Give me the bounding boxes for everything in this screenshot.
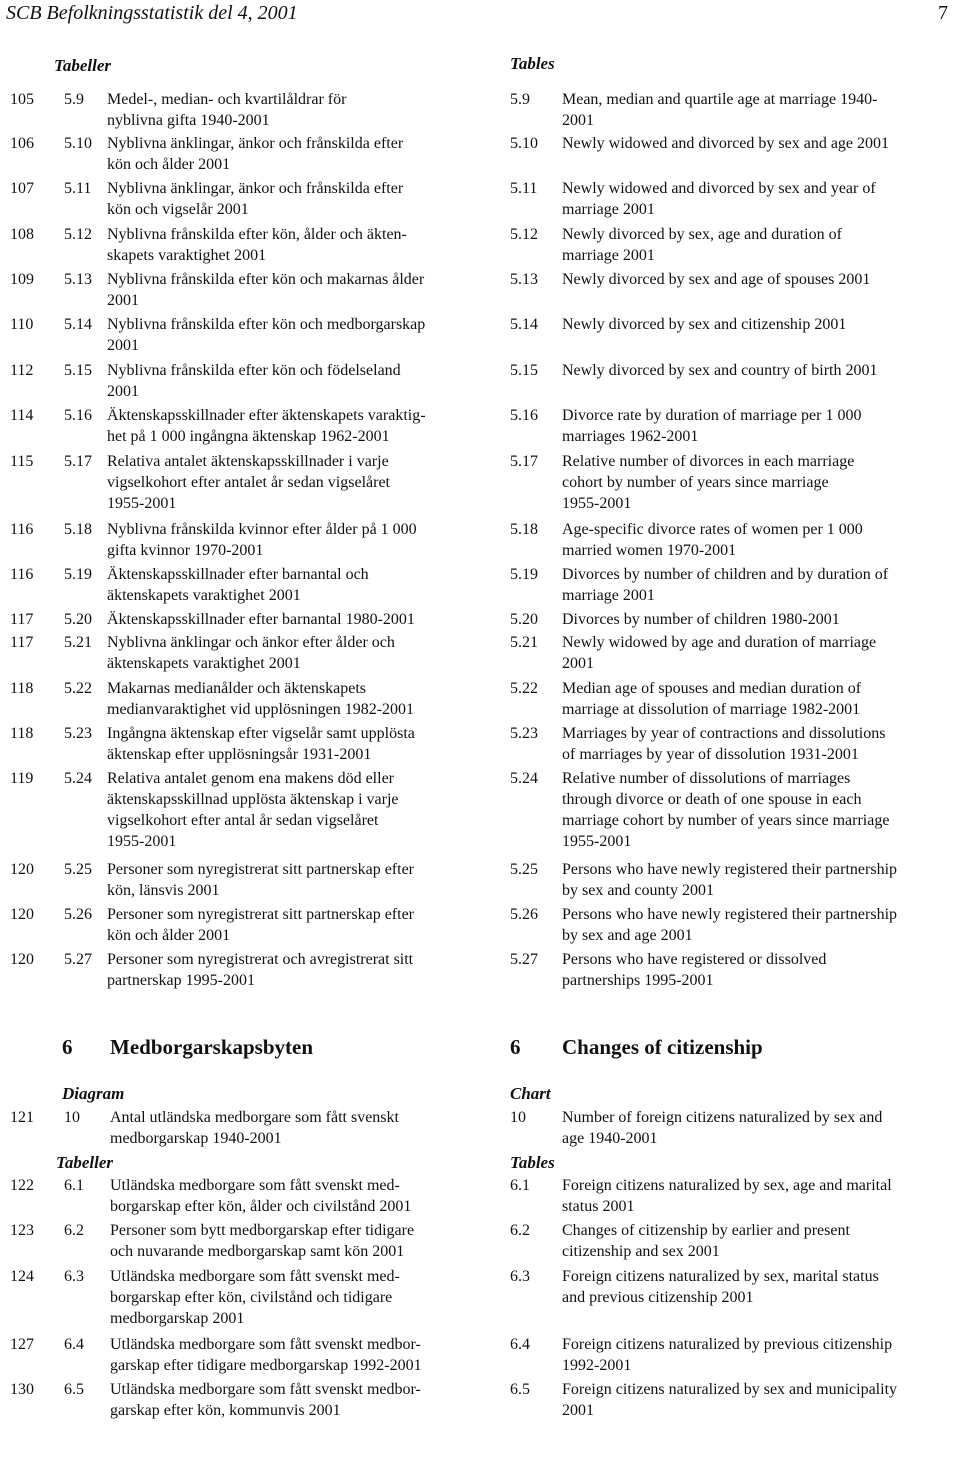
page-ref: 121 xyxy=(10,1109,34,1126)
title-en: Foreign citizens naturalized by sex and municipality 2001 xyxy=(562,1381,898,1419)
table-number: 5.26 xyxy=(64,906,92,923)
title-en: Divorce rate by duration of marriage per 1 000 marriages 1962-2001 xyxy=(562,407,862,445)
title-en: Relative number of dissolutions of marriages through divorce or death of one spouse in each marriage cohort by number of years since marriage 1955-2001 xyxy=(562,770,890,850)
title-sv: Äktenskapsskillnader efter barnantal 1980-2001 xyxy=(107,611,415,628)
page-ref: 110 xyxy=(10,316,34,333)
page-ref: 127 xyxy=(10,1336,34,1353)
title-en: Marriages by year of contractions and dissolutions of marriages by year of dissolution 1931-2001 xyxy=(562,725,886,763)
table-number: 6.1 xyxy=(510,1177,530,1194)
table-number: 5.11 xyxy=(64,180,92,197)
table-number: 5.21 xyxy=(64,634,92,651)
page-ref: 120 xyxy=(10,951,34,968)
title-en: Divorces by number of children and by duration of marriage 2001 xyxy=(562,566,889,604)
table-number: 5.13 xyxy=(64,271,92,288)
title-sv: Makarnas medianålder och äktenskapets medianvaraktighet vid upplösningen 1982-2001 xyxy=(107,680,415,718)
page-ref: 109 xyxy=(10,271,34,288)
table-number: 5.13 xyxy=(510,271,538,288)
table-number: 6.4 xyxy=(64,1336,84,1353)
table-number: 5.10 xyxy=(64,135,92,152)
table-number: 5.17 xyxy=(510,453,538,470)
page-ref: 115 xyxy=(10,453,34,470)
title-en: Mean, median and quartile age at marriage 1940- 2001 xyxy=(562,91,878,129)
list-item-sv xyxy=(10,1379,490,1479)
table-number: 5.18 xyxy=(64,521,92,538)
subheading-chart: Chart xyxy=(510,1084,551,1103)
title-en: Age-specific divorce rates of women per 1 000 married women 1970-2001 xyxy=(562,521,863,559)
subheading-diagram: Diagram xyxy=(62,1084,125,1103)
title-sv: Antal utländska medborgare som fått svenskt medborgarskap 1940-2001 xyxy=(110,1109,399,1147)
subheading-tabeller: Tabeller xyxy=(54,56,111,75)
title-sv: Personer som nyregistrerat sitt partnerskap efter kön och ålder 2001 xyxy=(107,906,415,944)
title-sv: Nyblivna frånskilda efter kön, ålder och äkten- skapets varaktighet 2001 xyxy=(107,226,407,264)
running-header-title: SCB Befolkningsstatistik del 4, 2001 xyxy=(6,2,298,24)
table-number: 5.22 xyxy=(64,680,92,697)
page-ref: 118 xyxy=(10,680,34,697)
title-sv: Utländska medborgare som fått svenskt medbor- garskap efter tidigare medborgarskap 1992-2001 xyxy=(110,1336,422,1374)
table-number: 5.14 xyxy=(64,316,92,333)
list-item-sv xyxy=(10,949,490,1049)
title-sv: Ingångna äktenskap efter vigselår samt upplösta äktenskap efter upplösningsår 1931-2001 xyxy=(107,725,415,763)
title-en: Newly widowed by age and duration of marriage 2001 xyxy=(562,634,877,672)
page-ref: 124 xyxy=(10,1268,34,1285)
table-number: 5.15 xyxy=(64,362,92,379)
title-en: Newly divorced by sex and country of birth 2001 xyxy=(562,362,878,379)
page-ref: 112 xyxy=(10,362,34,379)
table-number: 5.23 xyxy=(510,725,538,742)
title-en: Newly divorced by sex, age and duration of marriage 2001 xyxy=(562,226,842,264)
title-en: Changes of citizenship by earlier and present citizenship and sex 2001 xyxy=(562,1222,850,1260)
page-ref: 114 xyxy=(10,407,34,424)
title-sv: Personer som nyregistrerat sitt partnerskap efter kön, länsvis 2001 xyxy=(107,861,415,899)
title-sv: Utländska medborgare som fått svenskt med- borgarskap efter kön, ålder och civilstånd 2001 xyxy=(110,1177,412,1215)
page-ref: 116 xyxy=(10,566,34,583)
table-number: 10 xyxy=(510,1109,526,1126)
page-ref: 119 xyxy=(10,770,34,787)
table-number: 5.19 xyxy=(64,566,92,583)
title-en: Newly divorced by sex and citizenship 2001 xyxy=(562,316,847,333)
title-sv: Utländska medborgare som fått svenskt medbor- garskap efter kön, kommunvis 2001 xyxy=(110,1381,421,1419)
table-number: 5.27 xyxy=(64,951,92,968)
table-number: 5.12 xyxy=(510,226,538,243)
table-number: 6.5 xyxy=(510,1381,530,1398)
table-number: 6.4 xyxy=(510,1336,530,1353)
page-ref: 123 xyxy=(10,1222,34,1239)
table-number: 5.15 xyxy=(510,362,538,379)
page-ref: 120 xyxy=(10,906,34,923)
title-sv: Äktenskapsskillnader efter barnantal och äktenskapets varaktighet 2001 xyxy=(107,566,369,604)
table-number: 5.9 xyxy=(510,91,530,108)
title-sv: Medel-, median- och kvartilåldrar för nyblivna gifta 1940-2001 xyxy=(107,91,347,129)
list-item-sv xyxy=(10,768,490,868)
page-ref: 117 xyxy=(10,611,34,628)
page-ref: 108 xyxy=(10,226,34,243)
table-number: 5.23 xyxy=(64,725,92,742)
table-number: 5.14 xyxy=(510,316,538,333)
title-sv: Äktenskapsskillnader efter äktenskapets varaktig- het på 1 000 ingångna äktenskap 1962-2001 xyxy=(107,407,426,445)
table-number: 5.20 xyxy=(64,611,92,628)
table-number: 5.19 xyxy=(510,566,538,583)
title-sv: Nyblivna änklingar, änkor och frånskilda efter kön och vigselår 2001 xyxy=(107,180,404,218)
page-ref: 118 xyxy=(10,725,34,742)
table-number: 5.27 xyxy=(510,951,538,968)
title-en: Persons who have registered or dissolved partnerships 1995-2001 xyxy=(562,951,827,989)
table-number: 6.3 xyxy=(64,1268,84,1285)
table-number: 5.18 xyxy=(510,521,538,538)
title-sv: Relativa antalet genom ena makens död eller äktenskapsskillnad upplösta äktenskap i varje vigselkohort efter antal år sedan vigselåret 1955-2001 xyxy=(107,770,399,850)
title-en: Foreign citizens naturalized by sex, age and marital status 2001 xyxy=(562,1177,892,1215)
table-number: 5.25 xyxy=(510,861,538,878)
title-en: Relative number of divorces in each marriage cohort by number of years since marriage 1955-2001 xyxy=(562,453,855,512)
chapter-title-en: Changes of citizenship xyxy=(562,1035,763,1059)
table-number: 5.20 xyxy=(510,611,538,628)
page-ref: 105 xyxy=(10,91,34,108)
table-number: 5.21 xyxy=(510,634,538,651)
chapter-number-en: 6 xyxy=(510,1035,521,1059)
title-sv: Relativa antalet äktenskapsskillnader i varje vigselkohort efter antalet år sedan vigselåret 1955-2001 xyxy=(107,453,390,512)
table-number: 5.16 xyxy=(510,407,538,424)
chapter-number-sv: 6 xyxy=(62,1035,73,1059)
table-number: 5.16 xyxy=(64,407,92,424)
table-number: 5.9 xyxy=(64,91,84,108)
table-number: 5.11 xyxy=(510,180,538,197)
subheading-tabeller-6: Tabeller xyxy=(56,1153,113,1172)
table-number: 5.25 xyxy=(64,861,92,878)
table-number: 5.10 xyxy=(510,135,538,152)
title-sv: Nyblivna frånskilda kvinnor efter ålder på 1 000 gifta kvinnor 1970-2001 xyxy=(107,521,417,559)
subheading-tables-6: Tables xyxy=(510,1153,555,1172)
title-sv: Nyblivna frånskilda efter kön och medborgarskap 2001 xyxy=(107,316,426,354)
title-en: Foreign citizens naturalized by sex, marital status and previous citizenship 2001 xyxy=(562,1268,879,1306)
table-number: 6.2 xyxy=(510,1222,530,1239)
page-ref: 122 xyxy=(10,1177,34,1194)
title-sv: Nyblivna änklingar, änkor och frånskilda efter kön och ålder 2001 xyxy=(107,135,404,173)
title-en: Newly widowed and divorced by sex and age 2001 xyxy=(562,135,890,152)
title-sv: Nyblivna änklingar och änkor efter ålder och äktenskapets varaktighet 2001 xyxy=(107,634,395,672)
title-en: Divorces by number of children 1980-2001 xyxy=(562,611,840,628)
title-en: Newly divorced by sex and age of spouses 2001 xyxy=(562,271,871,288)
title-sv: Personer som nyregistrerat och avregistrerat sitt partnerskap 1995-2001 xyxy=(107,951,414,989)
table-number: 5.12 xyxy=(64,226,92,243)
page-ref: 106 xyxy=(10,135,34,152)
page-ref: 107 xyxy=(10,180,34,197)
table-number: 5.17 xyxy=(64,453,92,470)
chapter-title-sv: Medborgarskapsbyten xyxy=(110,1035,314,1059)
table-number: 10 xyxy=(64,1109,80,1126)
title-en: Newly widowed and divorced by sex and year of marriage 2001 xyxy=(562,180,876,218)
title-en: Persons who have newly registered their partnership by sex and age 2001 xyxy=(562,906,898,944)
table-number: 5.26 xyxy=(510,906,538,923)
page-ref: 120 xyxy=(10,861,34,878)
table-number: 6.3 xyxy=(510,1268,530,1285)
table-number: 5.22 xyxy=(510,680,538,697)
table-number: 6.1 xyxy=(64,1177,84,1194)
table-number: 6.2 xyxy=(64,1222,84,1239)
page-number: 7 xyxy=(938,2,948,24)
title-en: Number of foreign citizens naturalized by sex and age 1940-2001 xyxy=(562,1109,883,1147)
page-ref: 130 xyxy=(10,1381,34,1398)
title-en: Persons who have newly registered their partnership by sex and county 2001 xyxy=(562,861,898,899)
table-number: 5.24 xyxy=(64,770,92,787)
subheading-tables: Tables xyxy=(510,54,555,73)
table-number: 5.24 xyxy=(510,770,538,787)
table-number: 6.5 xyxy=(64,1381,84,1398)
title-en: Foreign citizens naturalized by previous citizenship 1992-2001 xyxy=(562,1336,893,1374)
title-sv: Utländska medborgare som fått svenskt med- borgarskap efter kön, civilstånd och tidigare medborgarskap 2001 xyxy=(110,1268,400,1327)
page-ref: 117 xyxy=(10,634,34,651)
page-ref: 116 xyxy=(10,521,34,538)
title-sv: Personer som bytt medborgarskap efter tidigare och nuvarande medborgarskap samt kön 2001 xyxy=(110,1222,415,1260)
title-en: Median age of spouses and median duration of marriage at dissolution of marriage 1982-2001 xyxy=(562,680,862,718)
title-sv: Nyblivna frånskilda efter kön och födelseland 2001 xyxy=(107,362,401,400)
title-sv: Nyblivna frånskilda efter kön och makarnas ålder 2001 xyxy=(107,271,425,309)
